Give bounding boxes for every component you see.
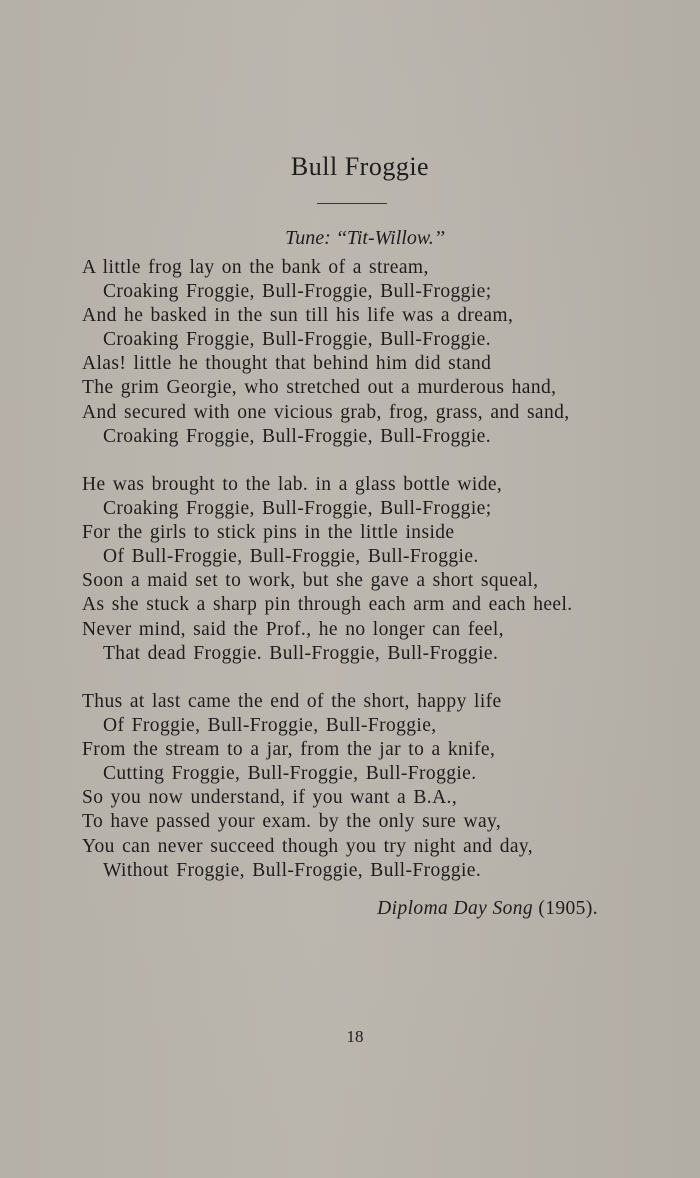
verse-line: That dead Froggie. Bull-Froggie, Bull-Froggie. [103,642,499,664]
verse-line: He was brought to the lab. in a glass bottle wide, [82,474,503,495]
verse-line: Never mind, said the Prof., he no longer can feel, [82,618,504,640]
verse-line: From the stream to a jar, from the jar to a knife, [82,739,496,761]
poem-title: Bull Froggie [290,152,430,181]
verse-line: And secured with one vicious grab, frog, grass, and sand, [82,401,570,423]
verse-line: Without Froggie, Bull-Froggie, Bull-Froggie. [103,859,482,881]
verse-line: Croaking Froggie, Bull-Froggie, Bull-Froggie; [103,498,492,520]
verse-line: A little frog lay on the bank of a stream, [82,257,429,278]
stanza-2 [82,473,573,666]
source-work: Diploma Day Song [377,898,534,919]
verse-line: For the girls to stick pins in the little inside [82,522,455,544]
verse-line: Cutting Froggie, Bull-Froggie, Bull-Froggie. [103,763,477,785]
stanza-1 [82,256,570,449]
verse-line: Croaking Froggie, Bull-Froggie, Bull-Froggie. [103,425,491,447]
verse-line: Thus at last came the end of the short, happy life [82,691,502,712]
verse-line: So you now understand, if you want a B.A., [82,787,458,809]
source-year: (1905). [538,898,598,919]
verse-line: You can never succeed though you try night and day, [82,835,534,857]
verse-line: As she stuck a sharp pin through each arm and each heel. [82,594,573,616]
title-rule [317,203,387,204]
verse-line: Alas! little he thought that behind him did stand [82,353,492,375]
verse-line: To have passed your exam. by the only sure way, [82,811,502,833]
verse-line: Of Bull-Froggie, Bull-Froggie, Bull-Froggie. [103,546,479,568]
verse-line: Croaking Froggie, Bull-Froggie, Bull-Froggie. [103,329,491,351]
verse-line: The grim Georgie, who stretched out a murderous hand, [82,377,557,399]
verse-line: Of Froggie, Bull-Froggie, Bull-Froggie, [103,715,437,737]
page-number: 18 [346,1027,364,1046]
verse-line: Croaking Froggie, Bull-Froggie, Bull-Froggie; [103,281,492,303]
verse-line: Soon a maid set to work, but she gave a short squeal, [82,570,539,592]
verse-line: And he basked in the sun till his life was a dream, [82,305,514,327]
tune-line: Tune: ‘‘Tit-Willow.’’ [285,227,445,249]
source-attribution [377,898,598,920]
stanza-3 [82,690,533,883]
